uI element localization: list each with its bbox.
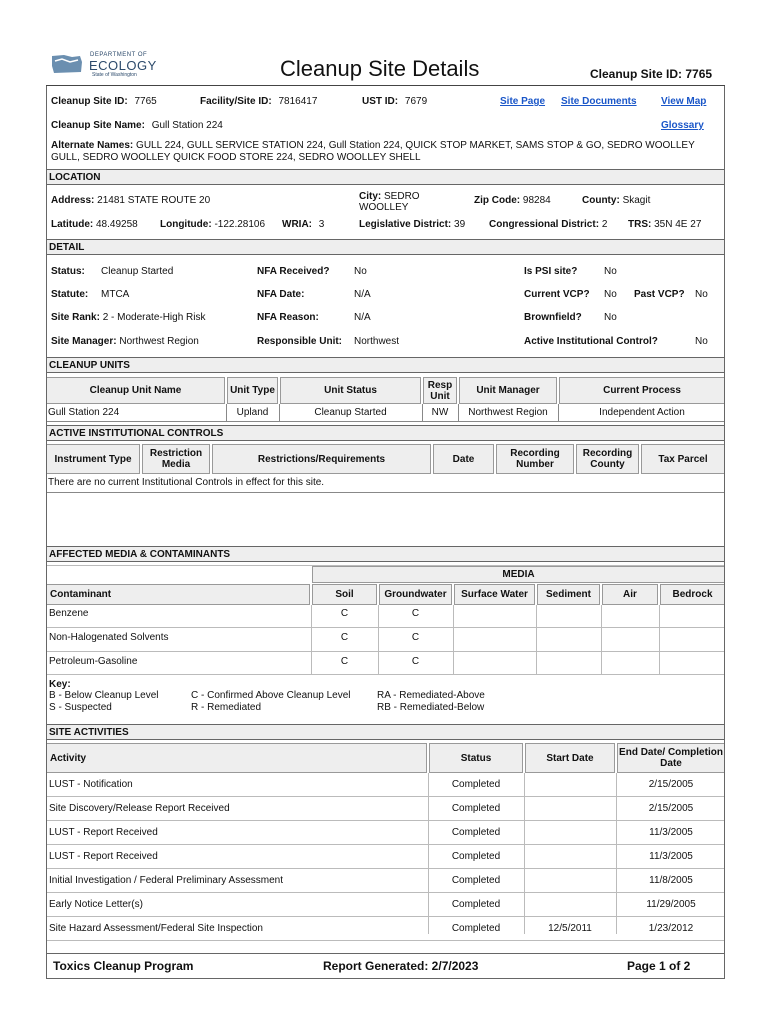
activity-name: Site Hazard Assessment/Federal Site Inspection [49, 923, 263, 934]
units-divider [226, 404, 227, 421]
media-divider [536, 605, 537, 674]
activity-name: LUST - Report Received [49, 827, 158, 838]
congressional-field [489, 219, 607, 230]
nfa-received-label: NFA Received? [257, 266, 330, 277]
activity-end: 11/29/2005 [646, 899, 696, 910]
activity-end: 11/8/2005 [649, 875, 693, 886]
brownfield-value: No [604, 312, 617, 323]
contaminant-soil: C [340, 632, 349, 643]
header-rule [46, 85, 725, 86]
wria-field [282, 219, 324, 230]
nfa-received-value: No [354, 266, 367, 277]
key-below: B - Below Cleanup Level [49, 690, 159, 701]
section-location: LOCATION [46, 169, 725, 185]
key-suspected: S - Suspected [49, 702, 112, 713]
site-rank-value: 2 - Moderate-High Risk [102, 312, 206, 323]
activities-header-end: End Date/ Completion Date [617, 743, 725, 773]
site-documents-link[interactable]: Site Documents [561, 96, 637, 107]
controls-header-recording-number: Recording Number [496, 444, 574, 474]
media-divider [378, 605, 379, 674]
facility-id-value: 7816417 [278, 96, 318, 107]
view-map-link[interactable]: View Map [661, 96, 707, 107]
site-name-row [51, 120, 223, 131]
current-vcp-value: No [604, 289, 617, 300]
legislative-value: 39 [454, 219, 466, 230]
cleanup-site-id-label: Cleanup Site ID: [51, 96, 128, 107]
unit-type: Upland [236, 407, 269, 418]
site-name-value: Gull Station 224 [151, 120, 223, 131]
nfa-date-value: N/A [354, 289, 371, 300]
congressional-value: 2 [601, 219, 608, 230]
media-divider [659, 605, 660, 674]
legislative-field [359, 219, 465, 230]
media-divider [601, 605, 602, 674]
site-manager-field [51, 336, 199, 347]
activity-end: 2/15/2005 [648, 779, 694, 790]
section-cleanup-units: CLEANUP UNITS [46, 357, 725, 373]
controls-header-media: Restriction Media [142, 444, 210, 474]
units-header-manager: Unit Manager [459, 377, 557, 404]
media-header-surface-water: Surface Water [454, 584, 535, 605]
activity-status: Completed [451, 875, 501, 886]
controls-empty-message: There are no current Institutional Controls in effect for this site. [48, 477, 325, 488]
current-vcp-label: Current VCP? [524, 289, 590, 300]
controls-header-instrument: Instrument Type [46, 444, 140, 474]
media-row-rule [46, 674, 725, 675]
responsible-unit-value: Northwest [354, 336, 400, 347]
county-field [582, 195, 650, 206]
footer-page: Page 1 of 2 [627, 959, 691, 973]
psi-label: Is PSI site? [524, 266, 578, 277]
site-manager-label: Site Manager: [51, 336, 117, 347]
activity-row [46, 893, 725, 917]
legislative-label: Legislative District: [359, 219, 452, 230]
address-label: Address: [51, 195, 95, 206]
contaminant-name: Benzene [49, 608, 89, 619]
zip-label: Zip Code: [474, 195, 521, 206]
longitude-field [160, 219, 265, 230]
site-name-label: Cleanup Site Name: [51, 120, 145, 131]
contaminant-name: Non-Halogenated Solvents [49, 632, 169, 643]
activity-row [46, 773, 725, 797]
longitude-label: Longitude: [160, 219, 212, 230]
activity-status: Completed [451, 899, 501, 910]
aic-label: Active Institutional Control? [524, 336, 658, 347]
media-header-contaminant: Contaminant [46, 584, 310, 605]
logo-line3: State of Washington [92, 72, 137, 78]
activity-end: 11/3/2005 [649, 851, 693, 862]
media-row-rule [46, 627, 725, 628]
key-title: Key: [49, 679, 71, 690]
unit-name: Gull Station 224 [48, 407, 120, 418]
contaminant-name: Petroleum-Gasoline [49, 656, 138, 667]
key-remediated-above: RA - Remediated-Above [377, 690, 485, 701]
units-divider [458, 404, 459, 421]
units-header-resp: Resp Unit [423, 377, 457, 404]
site-rank-label: Site Rank: [51, 312, 100, 323]
address-field [51, 195, 210, 206]
zip-field [474, 195, 551, 206]
wria-label: WRIA: [282, 219, 312, 230]
controls-header-date: Date [433, 444, 494, 474]
status-label: Status: [51, 266, 85, 277]
units-header-process: Current Process [559, 377, 725, 404]
units-header-status: Unit Status [280, 377, 421, 404]
ust-id-value: 7679 [404, 96, 428, 107]
cleanup-site-id-value: 7765 [134, 96, 157, 107]
trs-value: 35N 4E 27 [654, 219, 702, 230]
latitude-field [51, 219, 138, 230]
site-id-row [51, 96, 157, 107]
activity-name: Initial Investigation / Federal Preliminary Assessment [49, 875, 283, 886]
media-header-bedrock: Bedrock [660, 584, 725, 605]
activity-name: Site Discovery/Release Report Received [49, 803, 230, 814]
units-row-rule [46, 421, 725, 422]
trs-label: TRS: [628, 219, 652, 230]
footer-generated: Report Generated: 2/7/2023 [323, 959, 479, 973]
controls-header-tax-parcel: Tax Parcel [641, 444, 725, 474]
activities-header-status: Status [429, 743, 523, 773]
activity-name: Early Notice Letter(s) [49, 899, 143, 910]
past-vcp-label: Past VCP? [634, 289, 685, 300]
section-site-activities: SITE ACTIVITIES [46, 724, 725, 740]
contaminant-groundwater: C [411, 608, 420, 619]
wria-value: 3 [318, 219, 325, 230]
activity-row [46, 917, 725, 941]
header-site-id: Cleanup Site ID: 7765 [590, 67, 713, 81]
key-remediated-below: RB - Remediated-Below [377, 702, 485, 713]
media-divider [311, 605, 312, 674]
activity-status: Completed [451, 779, 501, 790]
logo-line1: DEPARTMENT OF [90, 52, 148, 58]
activities-header-start: Start Date [525, 743, 615, 773]
section-affected-media: AFFECTED MEDIA & CONTAMINANTS [46, 546, 725, 562]
activity-start: 12/5/2011 [548, 923, 592, 934]
media-divider [453, 605, 454, 674]
activities-divider [616, 773, 617, 934]
units-divider [422, 404, 423, 421]
activities-divider [524, 773, 525, 934]
units-header-name: Cleanup Unit Name [46, 377, 225, 404]
section-detail: DETAIL [46, 239, 725, 255]
brownfield-label: Brownfield? [524, 312, 582, 323]
activity-row [46, 845, 725, 869]
unit-resp: NW [431, 407, 449, 418]
footer-rule [46, 953, 725, 954]
activity-name: LUST - Report Received [49, 851, 158, 862]
contaminant-soil: C [340, 608, 349, 619]
zip-value: 98284 [522, 195, 551, 206]
statute-value: MTCA [101, 289, 130, 300]
key-confirmed: C - Confirmed Above Cleanup Level [191, 690, 351, 701]
county-value: Skagit [622, 195, 651, 206]
activity-name: LUST - Notification [49, 779, 133, 790]
address-value: 21481 STATE ROUTE 20 [97, 195, 211, 206]
ust-id-row [362, 96, 427, 107]
city-label: City: [359, 191, 382, 202]
unit-manager: Northwest Region [468, 407, 548, 418]
media-header-sediment: Sediment [537, 584, 600, 605]
logo-line2: ECOLOGY [89, 58, 157, 73]
media-header-air: Air [602, 584, 658, 605]
past-vcp-value: No [695, 289, 708, 300]
key-remediated: R - Remediated [191, 702, 262, 713]
media-header-soil: Soil [312, 584, 377, 605]
media-header-groundwater: Groundwater [379, 584, 452, 605]
activities-body [46, 773, 725, 941]
controls-header-requirements: Restrictions/Requirements [212, 444, 431, 474]
county-label: County: [582, 195, 620, 206]
page-title: Cleanup Site Details [280, 56, 480, 81]
site-manager-value: Northwest Region [119, 336, 199, 347]
statute-label: Statute: [51, 289, 89, 300]
nfa-reason-value: N/A [354, 312, 371, 323]
unit-process: Independent Action [599, 407, 685, 418]
activities-divider [428, 773, 429, 934]
glossary-link[interactable]: Glossary [661, 120, 704, 131]
city-field [359, 191, 420, 211]
contaminant-groundwater: C [411, 656, 420, 667]
alternate-names-label: Alternate Names: [51, 140, 134, 151]
ust-id-label: UST ID: [362, 96, 399, 107]
activity-end: 11/3/2005 [649, 827, 693, 838]
responsible-unit-label: Responsible Unit: [257, 336, 343, 347]
activity-end: 2/15/2005 [648, 803, 694, 814]
psi-value: No [604, 266, 617, 277]
longitude-value: -122.28106 [214, 219, 266, 230]
media-row-rule [46, 651, 725, 652]
facility-id-label: Facility/Site ID: [200, 96, 272, 107]
units-header-type: Unit Type [227, 377, 278, 404]
trs-field [628, 219, 701, 230]
contaminant-groundwater: C [411, 632, 420, 643]
nfa-reason-label: NFA Reason: [257, 312, 319, 323]
unit-status: Cleanup Started [314, 407, 387, 418]
latitude-label: Latitude: [51, 219, 94, 230]
activity-end: 1/23/2012 [648, 923, 694, 934]
facility-id-row [200, 96, 317, 107]
aic-value: No [695, 336, 708, 347]
controls-header-recording-county: Recording County [576, 444, 639, 474]
latitude-value: 48.49258 [96, 219, 138, 230]
activity-row [46, 797, 725, 821]
congressional-label: Congressional District: [489, 219, 600, 230]
controls-rule [46, 492, 725, 493]
city-value-overflow: WOOLLEY [359, 202, 409, 211]
activity-status: Completed [451, 803, 501, 814]
activity-status: Completed [451, 923, 501, 934]
units-divider [279, 404, 280, 421]
alternate-names [51, 140, 695, 164]
activity-row [46, 821, 725, 845]
media-header-group: MEDIA [312, 566, 725, 583]
alternate-names-line2: GULL, SEDRO WOOLLEY QUICK FOOD STORE 224, SEDRO WOOLLEY SHELL [51, 152, 421, 163]
alternate-names-line1: GULL 224, GULL SERVICE STATION 224, Gull Station 224, QUICK STOP MARKET, SAMS STOP & GO, SEDRO WOOLLEY [136, 140, 695, 151]
nfa-date-label: NFA Date: [257, 289, 305, 300]
footer-program: Toxics Cleanup Program [53, 959, 194, 973]
section-institutional-controls: ACTIVE INSTITUTIONAL CONTROLS [46, 425, 725, 441]
contaminant-soil: C [340, 656, 349, 667]
site-rank-field [51, 312, 206, 323]
status-value: Cleanup Started [101, 266, 174, 277]
city-value: SEDRO [384, 191, 420, 202]
site-page-link[interactable]: Site Page [500, 96, 546, 107]
activity-status: Completed [451, 851, 501, 862]
activity-row [46, 869, 725, 893]
activity-status: Completed [451, 827, 501, 838]
activities-header-activity: Activity [46, 743, 427, 773]
units-divider [558, 404, 559, 421]
